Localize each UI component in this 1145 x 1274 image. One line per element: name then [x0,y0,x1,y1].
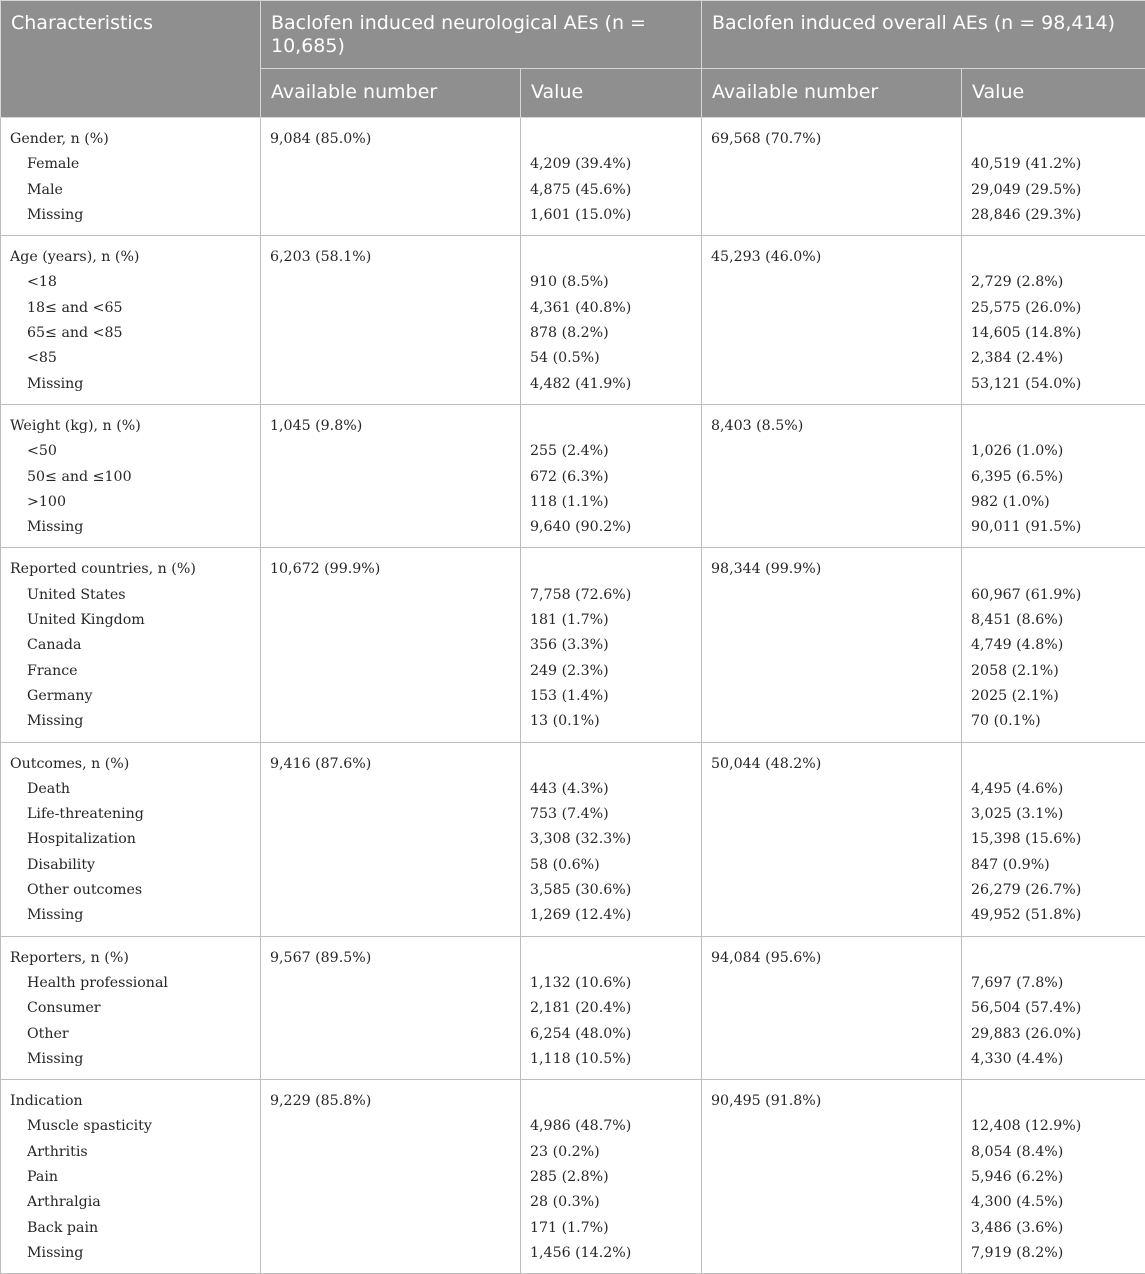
row-label: 65≤ and <85 [10,321,251,346]
overall-value: 14,605 (14.8%) [971,321,1136,346]
overall-value-cell [962,548,1145,742]
overall-value: 15,398 (15.6%) [971,827,1136,852]
section-title: Reporters, n (%) [10,946,251,971]
spacer-line [971,414,1136,439]
neuro-value: 13 (0.1%) [530,709,692,734]
row-label: Missing [10,203,251,228]
neuro-value: 58 (0.6%) [530,853,692,878]
spacer-line [530,752,692,777]
overall-available-number: 98,344 (99.9%) [711,557,952,582]
overall-available-cell [702,742,962,936]
row-label: Germany [10,684,251,709]
overall-value: 5,946 (6.2%) [971,1165,1136,1190]
neuro-value-cell [521,742,702,936]
section-title: Outcomes, n (%) [10,752,251,777]
overall-value: 26,279 (26.7%) [971,878,1136,903]
section-title: Age (years), n (%) [10,245,251,270]
neuro-available-number: 9,416 (87.6%) [270,752,511,777]
neuro-value: 910 (8.5%) [530,270,692,295]
overall-available-number: 94,084 (95.6%) [711,946,952,971]
overall-value: 7,697 (7.8%) [971,971,1136,996]
overall-value: 8,054 (8.4%) [971,1140,1136,1165]
overall-value: 29,883 (26.0%) [971,1022,1136,1047]
overall-available-number: 69,568 (70.7%) [711,127,952,152]
row-label: Male [10,178,251,203]
neuro-value: 4,875 (45.6%) [530,178,692,203]
neuro-value: 1,132 (10.6%) [530,971,692,996]
neuro-value: 4,482 (41.9%) [530,372,692,397]
overall-value: 25,575 (26.0%) [971,296,1136,321]
row-label: Disability [10,853,251,878]
spacer-line [530,1089,692,1114]
neuro-value: 285 (2.8%) [530,1165,692,1190]
header-neurological-aes: Baclofen induced neurological AEs (n = 10,685) [261,1,702,69]
neuro-value: 4,361 (40.8%) [530,296,692,321]
overall-value: 6,395 (6.5%) [971,465,1136,490]
table-header [1,1,1145,118]
table-row [1,548,1145,742]
row-label: Other [10,1022,251,1047]
overall-value: 12,408 (12.9%) [971,1114,1136,1139]
overall-available-number: 8,403 (8.5%) [711,414,952,439]
neuro-value: 23 (0.2%) [530,1140,692,1165]
overall-value: 847 (0.9%) [971,853,1136,878]
neuro-value: 1,269 (12.4%) [530,903,692,928]
neuro-available-number: 10,672 (99.9%) [270,557,511,582]
overall-value: 70 (0.1%) [971,709,1136,734]
overall-value: 1,026 (1.0%) [971,439,1136,464]
neuro-value-cell [521,1080,702,1274]
row-label: Canada [10,633,251,658]
overall-value: 3,486 (3.6%) [971,1216,1136,1241]
neuro-value-cell [521,236,702,405]
characteristic-cell [1,1080,261,1274]
overall-value: 4,330 (4.4%) [971,1047,1136,1072]
neuro-available-number: 1,045 (9.8%) [270,414,511,439]
neuro-value: 1,456 (14.2%) [530,1241,692,1266]
overall-value-cell [962,118,1145,236]
row-label: >100 [10,490,251,515]
table-row [1,118,1145,236]
spacer-line [530,245,692,270]
neuro-value: 6,254 (48.0%) [530,1022,692,1047]
overall-value: 29,049 (29.5%) [971,178,1136,203]
overall-value: 49,952 (51.8%) [971,903,1136,928]
neuro-available-cell [261,236,521,405]
overall-value: 53,121 (54.0%) [971,372,1136,397]
overall-value: 3,025 (3.1%) [971,802,1136,827]
overall-value: 982 (1.0%) [971,490,1136,515]
overall-value: 90,011 (91.5%) [971,515,1136,540]
overall-value: 2058 (2.1%) [971,659,1136,684]
neuro-value: 3,308 (32.3%) [530,827,692,852]
neuro-value-cell [521,548,702,742]
overall-value-cell [962,404,1145,547]
row-label: Life-threatening [10,802,251,827]
row-label: Hospitalization [10,827,251,852]
characteristic-cell [1,548,261,742]
overall-value-cell [962,1080,1145,1274]
row-label: Death [10,777,251,802]
neuro-value: 118 (1.1%) [530,490,692,515]
row-label: France [10,659,251,684]
neuro-value: 153 (1.4%) [530,684,692,709]
neuro-value: 28 (0.3%) [530,1190,692,1215]
row-label: United Kingdom [10,608,251,633]
spacer-line [530,414,692,439]
characteristic-cell [1,936,261,1079]
neuro-value: 1,601 (15.0%) [530,203,692,228]
neuro-available-cell [261,742,521,936]
neuro-value: 1,118 (10.5%) [530,1047,692,1072]
neuro-value: 753 (7.4%) [530,802,692,827]
neuro-value: 443 (4.3%) [530,777,692,802]
overall-available-cell [702,236,962,405]
row-label: Other outcomes [10,878,251,903]
row-label: Muscle spasticity [10,1114,251,1139]
header-neuro-value: Value [521,69,702,118]
table-row [1,936,1145,1079]
overall-available-number: 45,293 (46.0%) [711,245,952,270]
neuro-value: 54 (0.5%) [530,346,692,371]
characteristic-cell [1,236,261,405]
table-body [1,118,1145,1274]
section-title: Gender, n (%) [10,127,251,152]
neuro-value: 4,986 (48.7%) [530,1114,692,1139]
overall-value: 4,300 (4.5%) [971,1190,1136,1215]
neuro-available-number: 9,084 (85.0%) [270,127,511,152]
overall-available-number: 90,495 (91.8%) [711,1089,952,1114]
row-label: Arthralgia [10,1190,251,1215]
header-blank [1,69,261,118]
characteristic-cell [1,118,261,236]
spacer-line [971,946,1136,971]
neuro-available-cell [261,118,521,236]
row-label: Missing [10,1047,251,1072]
neuro-available-cell [261,548,521,742]
neuro-value: 3,585 (30.6%) [530,878,692,903]
neuro-value: 249 (2.3%) [530,659,692,684]
neuro-available-number: 9,229 (85.8%) [270,1089,511,1114]
overall-value: 40,519 (41.2%) [971,152,1136,177]
overall-value: 4,495 (4.6%) [971,777,1136,802]
row-label: Missing [10,372,251,397]
overall-available-cell [702,118,962,236]
spacer-line [971,752,1136,777]
header-overall-value: Value [962,69,1145,118]
section-title: Indication [10,1089,251,1114]
section-title: Weight (kg), n (%) [10,414,251,439]
neuro-value: 7,758 (72.6%) [530,583,692,608]
neuro-value: 672 (6.3%) [530,465,692,490]
row-label: Missing [10,709,251,734]
header-overall-aes: Baclofen induced overall AEs (n = 98,414) [702,1,1145,69]
section-title: Reported countries, n (%) [10,557,251,582]
overall-available-number: 50,044 (48.2%) [711,752,952,777]
neuro-value-cell [521,118,702,236]
overall-value: 28,846 (29.3%) [971,203,1136,228]
overall-value: 8,451 (8.6%) [971,608,1136,633]
overall-value: 4,749 (4.8%) [971,633,1136,658]
header-characteristics: Characteristics [1,1,261,69]
row-label: United States [10,583,251,608]
neuro-available-number: 9,567 (89.5%) [270,946,511,971]
neuro-value: 4,209 (39.4%) [530,152,692,177]
characteristic-cell [1,404,261,547]
table-row [1,236,1145,405]
header-neuro-available-number: Available number [261,69,521,118]
overall-value-cell [962,936,1145,1079]
row-label: Consumer [10,996,251,1021]
neuro-value: 181 (1.7%) [530,608,692,633]
overall-available-cell [702,548,962,742]
neuro-value: 9,640 (90.2%) [530,515,692,540]
overall-available-cell [702,1080,962,1274]
row-label: Arthritis [10,1140,251,1165]
row-label: Health professional [10,971,251,996]
neuro-value: 356 (3.3%) [530,633,692,658]
neuro-value: 878 (8.2%) [530,321,692,346]
spacer-line [971,127,1136,152]
spacer-line [971,245,1136,270]
row-label: <50 [10,439,251,464]
table-row [1,404,1145,547]
row-label: 18≤ and <65 [10,296,251,321]
row-label: <18 [10,270,251,295]
overall-value: 2,384 (2.4%) [971,346,1136,371]
spacer-line [530,946,692,971]
overall-value: 7,919 (8.2%) [971,1241,1136,1266]
characteristic-cell [1,742,261,936]
spacer-line [971,557,1136,582]
table-row [1,742,1145,936]
row-label: Missing [10,1241,251,1266]
overall-value: 60,967 (61.9%) [971,583,1136,608]
neuro-value: 2,181 (20.4%) [530,996,692,1021]
row-label: Back pain [10,1216,251,1241]
row-label: <85 [10,346,251,371]
neuro-available-cell [261,936,521,1079]
neuro-available-number: 6,203 (58.1%) [270,245,511,270]
neuro-value: 255 (2.4%) [530,439,692,464]
overall-available-cell [702,404,962,547]
neuro-available-cell [261,1080,521,1274]
row-label: Female [10,152,251,177]
row-label: Missing [10,515,251,540]
neuro-value-cell [521,936,702,1079]
overall-value: 56,504 (57.4%) [971,996,1136,1021]
spacer-line [530,127,692,152]
row-label: 50≤ and ≤100 [10,465,251,490]
neuro-value-cell [521,404,702,547]
overall-value: 2025 (2.1%) [971,684,1136,709]
header-overall-available-number: Available number [702,69,962,118]
neuro-value: 171 (1.7%) [530,1216,692,1241]
table-row [1,1080,1145,1274]
overall-value-cell [962,742,1145,936]
spacer-line [530,557,692,582]
row-label: Missing [10,903,251,928]
overall-value: 2,729 (2.8%) [971,270,1136,295]
row-label: Pain [10,1165,251,1190]
spacer-line [971,1089,1136,1114]
neuro-available-cell [261,404,521,547]
overall-value-cell [962,236,1145,405]
overall-available-cell [702,936,962,1079]
